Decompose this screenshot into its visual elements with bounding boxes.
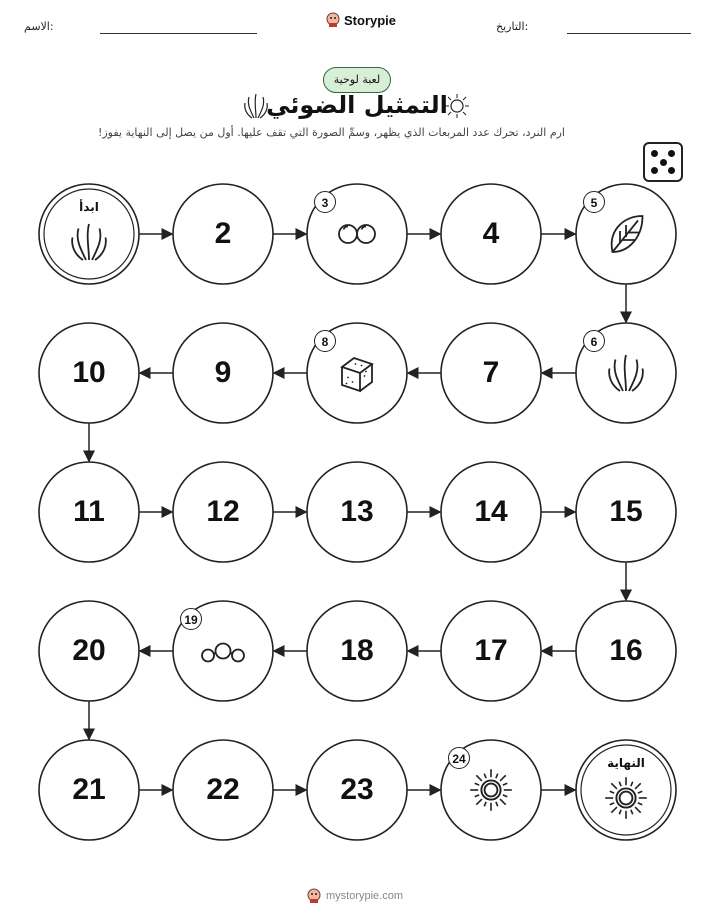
cell-number-tag: 24 xyxy=(448,747,470,769)
cell-number: 15 xyxy=(609,495,643,528)
cell-number: 23 xyxy=(340,773,374,806)
brand-name: Storypie xyxy=(344,12,397,28)
cell-number: 16 xyxy=(609,634,643,667)
cell-number: 22 xyxy=(206,773,240,806)
finish-label: النهاية xyxy=(607,756,645,770)
cell-number: 14 xyxy=(474,495,508,528)
cell-number: 13 xyxy=(340,495,374,528)
date-label: التاريخ: xyxy=(496,20,529,33)
footer xyxy=(306,888,403,904)
game-type-badge: لعبة لوحية xyxy=(323,67,391,93)
cell-number: 10 xyxy=(72,356,106,389)
page-title: التمثيل الضوئي xyxy=(266,91,448,119)
footer-url: mystorypie.com xyxy=(326,890,404,902)
board-cell-25[interactable] xyxy=(576,740,676,840)
cell-number: 20 xyxy=(72,634,106,667)
cell-circle xyxy=(39,184,139,284)
board-cell-1[interactable] xyxy=(39,184,139,284)
cell-number: 4 xyxy=(482,217,500,250)
cell-number-tag: 19 xyxy=(180,608,202,630)
cell-circle xyxy=(576,740,676,840)
cell-number-tag: 6 xyxy=(583,330,605,352)
cell-number-tag: 8 xyxy=(314,330,336,352)
start-label: ابدأ xyxy=(79,200,99,214)
mascot-icon xyxy=(306,888,322,904)
cell-number: 11 xyxy=(73,495,105,528)
cell-number-tag: 5 xyxy=(583,191,605,213)
cell-number: 18 xyxy=(340,634,374,667)
cell-number: 7 xyxy=(482,356,500,389)
instructions: ارم النرد، تحرك عدد المربعات الذي يظهر، وسمِّ الصورة التي تقف عليها. أول من يصل إلى النهاية يفوز! xyxy=(97,126,565,139)
name-label: الاسم: xyxy=(24,20,54,33)
cell-number: 21 xyxy=(72,773,106,806)
cell-number: 2 xyxy=(214,217,232,250)
cell-number: 17 xyxy=(474,634,508,667)
cell-number: 9 xyxy=(214,356,232,389)
cell-number: 12 xyxy=(206,495,240,528)
cell-number-tag: 3 xyxy=(314,191,336,213)
